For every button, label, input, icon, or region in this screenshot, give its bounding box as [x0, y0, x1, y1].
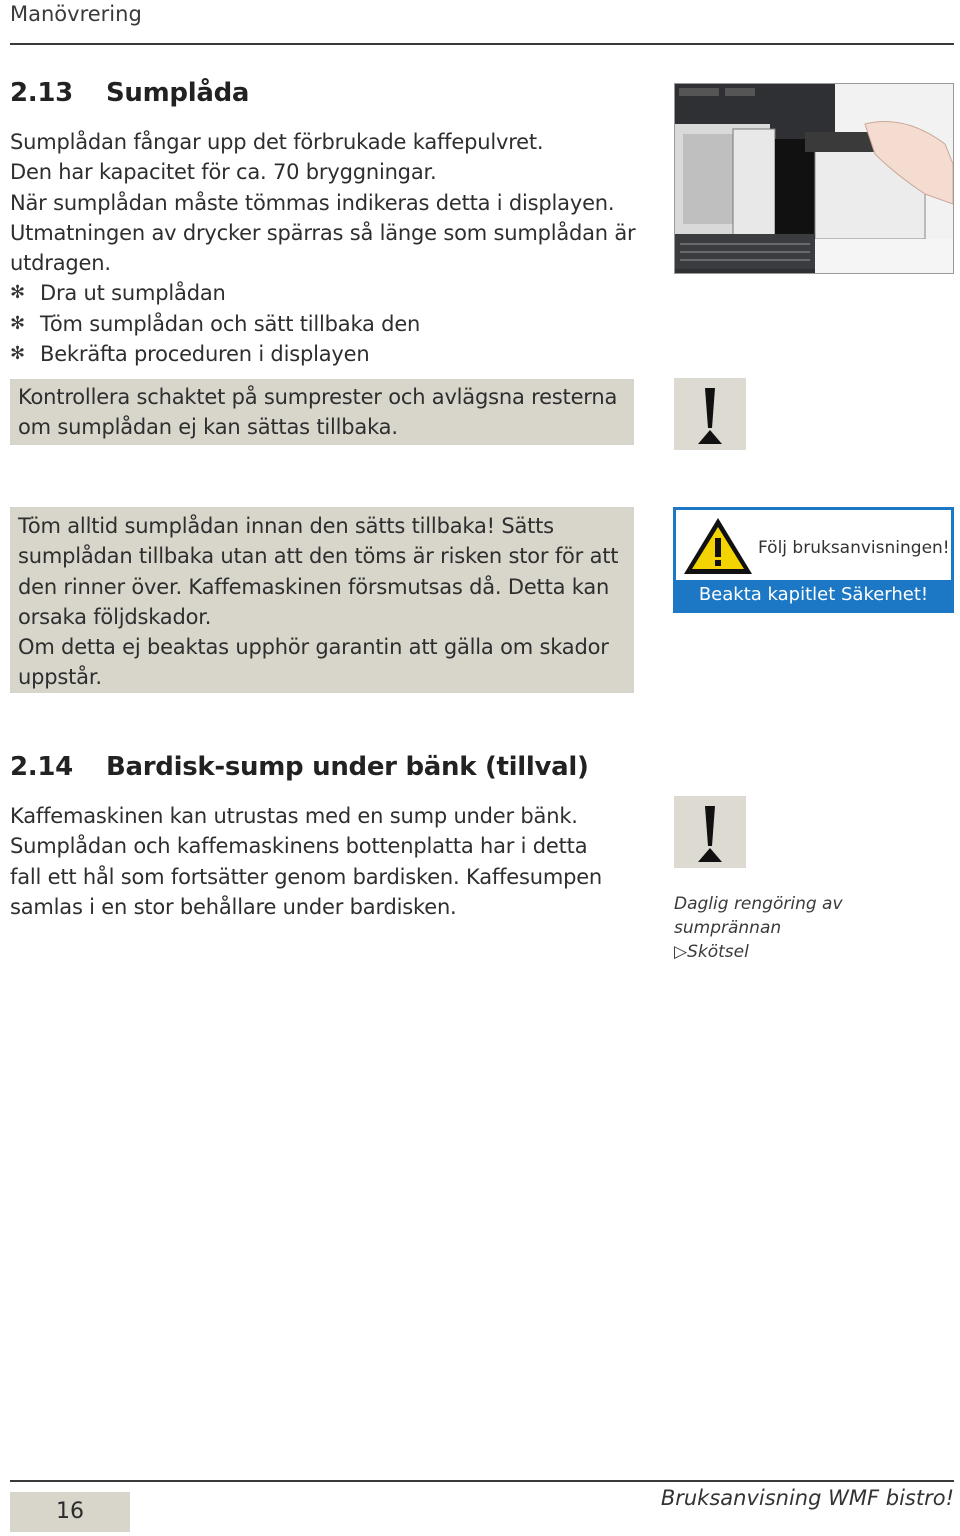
- step-item: [10, 278, 650, 308]
- paragraph-line: Kaffemaskinen kan utrustas med en sump under bänk.: [10, 804, 578, 828]
- safety-top-text: Följ bruksanvisningen!: [758, 538, 950, 558]
- side-note-line: Daglig rengöring av sumprännan: [674, 894, 843, 938]
- paragraph-line: fall ett hål som fortsätter genom bardisken. Kaffesumpen: [10, 864, 603, 889]
- asterisk-icon: ✻: [10, 343, 25, 365]
- paragraph-line: Sumplådan och kaffemaskinens bottenplatta har i detta: [10, 834, 588, 859]
- safety-label: [673, 507, 954, 613]
- note-line: om sumplådan ej kan sättas tillbaka.: [18, 415, 398, 440]
- asterisk-icon: ✻: [10, 282, 25, 304]
- paragraph-line: Den har kapacitet för ca. 70 bryggningar.: [10, 160, 437, 185]
- section-title: Sumplåda: [106, 78, 250, 108]
- running-header: Manövrering: [10, 2, 142, 26]
- step-item: [10, 339, 650, 369]
- section-number: 2.13: [10, 78, 73, 108]
- side-note: [674, 892, 954, 964]
- step-text: Dra ut sumplådan: [40, 281, 226, 306]
- section-2-14-body: [10, 801, 650, 922]
- warning-line: orsaka följdskador.: [18, 604, 212, 629]
- warning-line: uppstår.: [18, 665, 102, 690]
- section-heading-2-13: [10, 78, 249, 108]
- paragraph-line: utdragen.: [10, 251, 111, 276]
- warning-line: Töm alltid sumplådan innan den sätts tillbaka! Sätts: [18, 514, 554, 538]
- asterisk-icon: ✻: [10, 312, 25, 334]
- section-title: Bardisk-sump under bänk (tillval): [106, 752, 589, 782]
- step-item: [10, 309, 650, 339]
- exclamation-icon: [674, 378, 746, 450]
- warning-triangle-icon: [682, 516, 754, 580]
- section-number: 2.14: [10, 752, 73, 782]
- footer-title: Bruksanvisning WMF bistro!: [660, 1486, 954, 1510]
- cross-reference[interactable]: [674, 940, 954, 964]
- page-number: 16: [10, 1492, 130, 1532]
- paragraph-line: samlas i en stor behållare under bardisken.: [10, 894, 457, 919]
- warning-box: [10, 507, 634, 693]
- paragraph-line: När sumplådan måste tömmas indikeras detta i displayen.: [10, 190, 615, 215]
- exclamation-icon: [674, 796, 746, 868]
- cross-reference-link[interactable]: Skötsel: [687, 942, 749, 962]
- paragraph-line: Utmatningen av drycker spärras så länge som sumplådan är: [10, 220, 636, 245]
- arrow-icon: ▷: [674, 942, 688, 962]
- warning-line: den rinner över. Kaffemaskinen försmutsas då. Detta kan: [18, 574, 610, 599]
- footer-rule: [10, 1480, 954, 1482]
- warning-line: sumplådan tillbaka utan att den töms är risken stor för att: [18, 544, 619, 569]
- warning-line: Om detta ej beaktas upphör garantin att gälla om skador: [18, 635, 609, 660]
- note-box: [10, 379, 634, 445]
- note-line: Kontrollera schaktet på sumprester och avlägsna resterna: [18, 385, 618, 409]
- header-rule: [10, 43, 954, 45]
- machine-illustration: [675, 84, 953, 273]
- step-text: Töm sumplådan och sätt tillbaka den: [40, 311, 421, 336]
- safety-bottom-text: Beakta kapitlet Säkerhet!: [676, 580, 951, 610]
- section-heading-2-14: [10, 752, 589, 782]
- paragraph-line: Sumplådan fångar upp det förbrukade kaffepulvret.: [10, 130, 544, 154]
- section-2-13-body: [10, 127, 650, 369]
- step-text: Bekräfta proceduren i displayen: [40, 342, 370, 367]
- sump-drawer-photo: [674, 83, 954, 274]
